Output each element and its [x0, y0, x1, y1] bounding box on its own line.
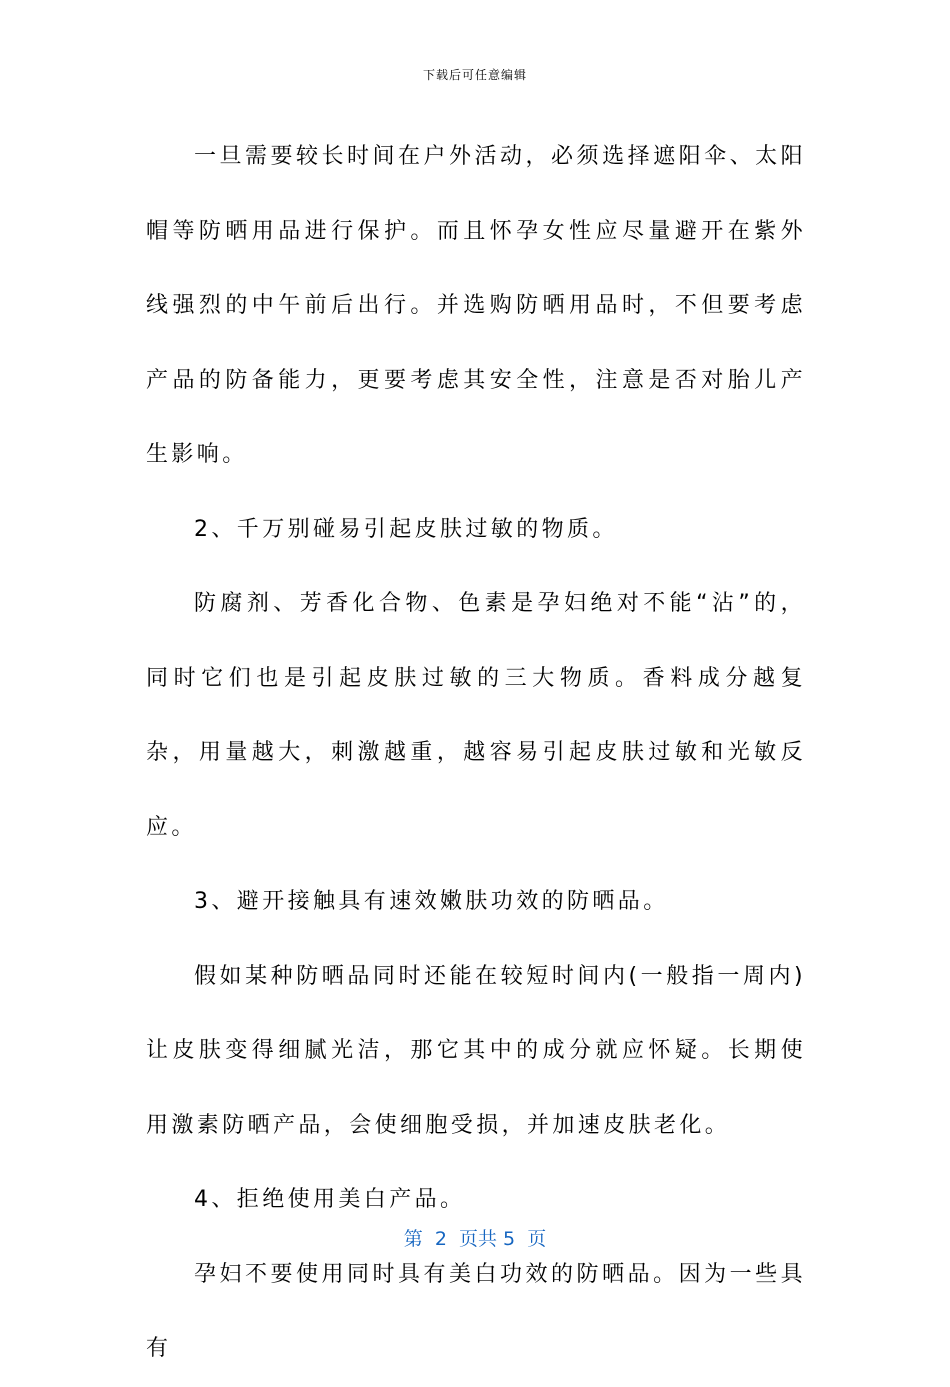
paragraph: 一旦需要较长时间在户外活动，必须选择遮阳伞、太阳帽等防晒用品进行保护。而且怀孕女性应尽量避开在紫外线强烈的中午前后出行。并选购防晒用品时，不但要考虑产品的防备能力，更要考虑其安全性，注意是否对胎儿产生影响。: [146, 144, 806, 467]
document-body: [146, 120, 806, 1387]
page-header: 下载后可任意编辑: [422, 68, 527, 82]
paragraph: 孕妇不要使用同时具有美白功效的防晒品。因为一些具有: [146, 1261, 806, 1361]
section-heading: 2、千万别碰易引起皮肤过敏的物质。: [194, 516, 618, 542]
paragraph: 假如某种防晒品同时还能在较短时间内(一般指一周内)让皮肤变得细腻光洁，那它其中的成分就应怀疑。长期使用激素防晒产品，会使细胞受损，并加速皮肤老化。: [146, 963, 806, 1138]
section-heading: 4、拒绝使用美白产品。: [194, 1187, 466, 1212]
section-heading: 3、避开接触具有速效嫩肤功效的防晒品。: [194, 889, 669, 914]
paragraph: 防腐剂、芳香化合物、色素是孕妇绝对不能“沾”的，同时它们也是引起皮肤过敏的三大物质。香料成分越复杂，用量越大，刺激越重，越容易引起皮肤过敏和光敏反应。: [146, 591, 806, 840]
page-number-footer: 第 2 页共 5 页: [403, 1228, 547, 1250]
